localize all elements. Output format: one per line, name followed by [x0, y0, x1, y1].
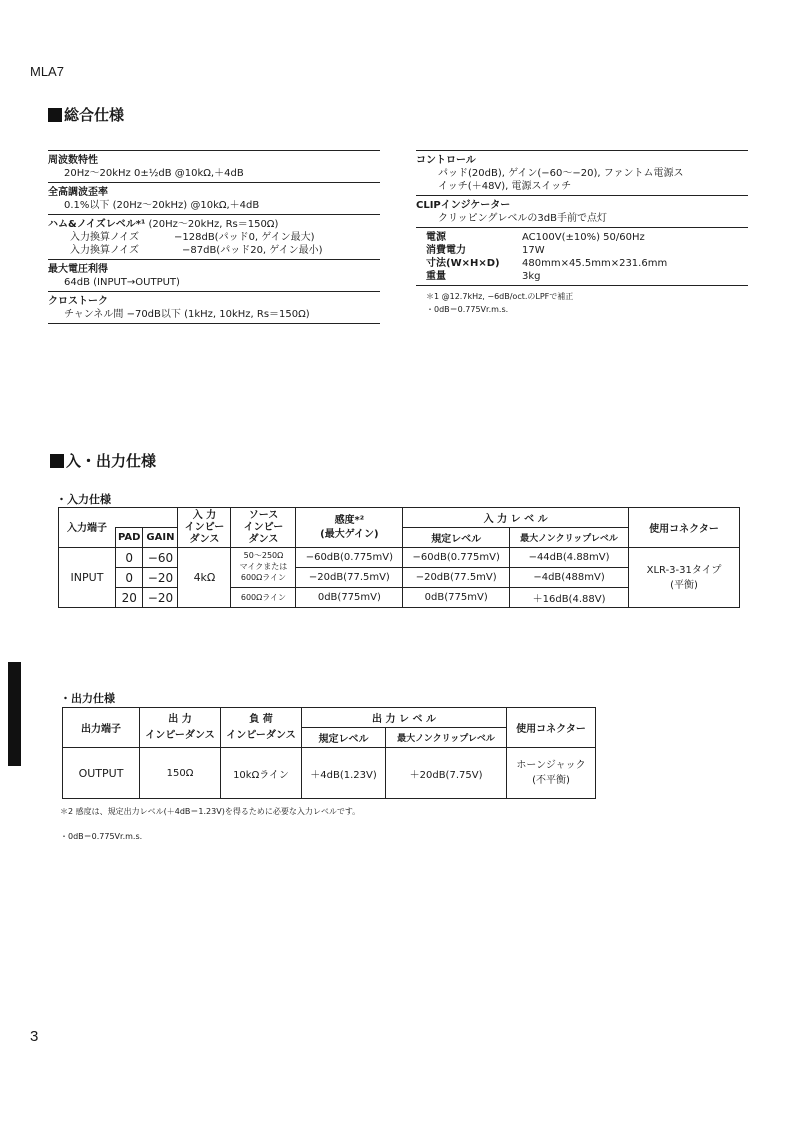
spec-row-weight: [416, 270, 748, 283]
model-name: MLA7: [30, 64, 64, 79]
footnote-0db: ・0dB＝0.775Vr.m.s.: [426, 305, 509, 314]
td-source-mic-l3: 600Ωライン: [240, 573, 287, 582]
td-max-level: ＋16dB(4.88V): [510, 588, 629, 608]
divider: [48, 291, 380, 292]
footnote-1: ＊1 @12.7kHz, −6dB/oct.のLPFで補正: [426, 292, 574, 301]
th-output-impedance-l2: インピーダンス: [145, 729, 215, 741]
spec-value-frequency: 20Hz〜20kHz 0±½dB @10kΩ,＋4dB: [64, 168, 244, 179]
spec-head-control: コントロール: [416, 155, 476, 166]
td-rated-level: −20dB(77.5mV): [403, 568, 510, 588]
td-gain: −20: [143, 588, 178, 608]
th-source-impedance-l2: インピー: [243, 521, 284, 533]
divider: [416, 285, 748, 286]
divider: [48, 182, 380, 183]
spec-head-clip: CLIPインジケーター: [416, 200, 511, 211]
spec-row-power: [416, 231, 748, 244]
th-sensitivity-l1: 感度*²: [334, 514, 365, 526]
th-sensitivity: [296, 508, 403, 548]
td-sensitivity: 0dB(775mV): [296, 588, 403, 608]
edge-tab-marker: [8, 662, 21, 766]
spec-head-crosstalk: クロストーク: [48, 296, 108, 307]
general-spec-title-text: 総合仕様: [64, 106, 125, 124]
th-source-impedance-l3: ダンス: [248, 533, 279, 545]
section-square-icon: [50, 454, 64, 468]
td-input-connector-l2: (平衡): [670, 579, 698, 591]
footnote-io-0db: ・0dB＝0.775Vr.m.s.: [60, 832, 143, 841]
io-spec-title: [50, 450, 156, 471]
divider: [48, 323, 380, 324]
table-row: [63, 748, 596, 799]
io-spec-title-text: 入・出力仕様: [66, 452, 157, 470]
td-output-connector-l2: (不平衡): [532, 775, 570, 786]
th-source-impedance: [231, 508, 296, 548]
th-pad: PAD: [116, 528, 143, 548]
spec-value-consumption: 17W: [522, 245, 545, 256]
spec-row-consumption: [416, 244, 748, 257]
th-load-impedance-l1: 負 荷: [249, 713, 273, 725]
spec-head-hum-noise-cond: (20Hz〜20kHz, Rs＝150Ω): [148, 219, 279, 230]
divider: [416, 150, 748, 151]
th-gain: GAIN: [143, 528, 178, 548]
th-input-level: 入 力 レ ベ ル: [403, 508, 629, 528]
spec-label-power: 電源: [426, 232, 446, 243]
td-pad: 20: [116, 588, 143, 608]
td-source-impedance-mic: [231, 548, 296, 588]
td-gain: −60: [143, 548, 178, 568]
td-input-connector: [629, 548, 740, 608]
td-output-impedance: 150Ω: [140, 748, 221, 799]
td-input-connector-l1: XLR-3-31タイプ: [646, 564, 722, 576]
spec-head-hum-noise-row: [48, 218, 380, 231]
th-output-max-level: 最大ノンクリップレベル: [386, 728, 507, 748]
td-output-rated-level: ＋4dB(1.23V): [302, 748, 386, 799]
th-input-impedance: [178, 508, 231, 548]
th-output-impedance-l1: 出 力: [168, 713, 192, 725]
spec-head-hum-noise: ハム&ノイズレベル*¹: [48, 219, 146, 230]
td-output-max-level: ＋20dB(7.75V): [386, 748, 507, 799]
td-pad: 0: [116, 568, 143, 588]
spec-head-gain: 最大電圧利得: [48, 264, 108, 275]
general-spec-right: [416, 148, 748, 316]
td-gain: −20: [143, 568, 178, 588]
th-source-impedance-l1: ソース: [248, 509, 279, 521]
th-load-impedance: [221, 708, 302, 748]
td-sensitivity: −60dB(0.775mV): [296, 548, 403, 568]
th-output-terminal: 出力端子: [63, 708, 140, 748]
spec-noise-value: −87dB(パッド20, ゲイン最小): [182, 245, 323, 256]
spec-value-clip: クリッピングレベルの3dB手前で点灯: [438, 213, 607, 224]
spec-label-dimensions: 寸法(W×H×D): [426, 258, 500, 269]
td-input-impedance: 4kΩ: [178, 548, 231, 608]
divider: [416, 227, 748, 228]
divider: [48, 150, 380, 151]
spec-value-weight: 3kg: [522, 271, 541, 282]
spec-noise-value: −128dB(パッド0, ゲイン最大): [174, 232, 315, 243]
td-sensitivity: −20dB(77.5mV): [296, 568, 403, 588]
td-source-impedance-line: 600Ωライン: [231, 588, 296, 608]
divider: [416, 195, 748, 196]
td-load-impedance: 10kΩライン: [221, 748, 302, 799]
spec-value-power: AC100V(±10%) 50/60Hz: [522, 232, 645, 243]
spec-value-crosstalk: チャンネル間 −70dB以下 (1kHz, 10kHz, Rs＝150Ω): [64, 309, 310, 320]
th-sensitivity-l2: (最大ゲイン): [320, 528, 379, 540]
td-output-connector-l1: ホーンジャック: [516, 760, 586, 771]
td-output-terminal: OUTPUT: [63, 748, 140, 799]
input-spec-title: ・入力仕様: [56, 493, 111, 506]
td-pad: 0: [116, 548, 143, 568]
spec-label-consumption: 消費電力: [426, 245, 466, 256]
page-number: 3: [30, 1028, 39, 1045]
divider: [48, 259, 380, 260]
general-spec-title: [48, 104, 124, 125]
spec-noise-label: 入力換算ノイズ: [70, 245, 139, 256]
th-rated-level: 規定レベル: [403, 528, 510, 548]
spec-value-gain: 64dB (INPUT→OUTPUT): [64, 277, 180, 288]
spec-noise-label: 入力換算ノイズ: [70, 232, 139, 243]
th-max-level: 最大ノンクリップレベル: [510, 528, 629, 548]
spec-value-control-1: パッド(20dB), ゲイン(−60〜−20), ファントム電源ス: [438, 168, 684, 179]
th-input-impedance-l1: 入 力: [192, 509, 217, 521]
th-output-level: 出 力 レ ベ ル: [302, 708, 507, 728]
spec-noise-row-2: [48, 244, 380, 257]
footnote-2: ＊2 感度は、規定出力レベル(＋4dB＝1.23V)を得るために必要な入力レベルです。: [60, 807, 361, 816]
table-row: [59, 548, 740, 568]
td-source-mic-l1: 50〜250Ω: [243, 551, 284, 560]
td-rated-level: 0dB(775mV): [403, 588, 510, 608]
td-rated-level: −60dB(0.775mV): [403, 548, 510, 568]
th-input-terminal-label: 入力端子: [67, 522, 107, 534]
spec-value-control-2: イッチ(＋48V), 電源スイッチ: [438, 181, 572, 192]
th-input-impedance-l2: インピー: [184, 521, 225, 533]
divider: [48, 214, 380, 215]
general-spec-left: [48, 148, 380, 327]
th-input-terminal-label-cell: [59, 522, 116, 548]
th-load-impedance-l2: インピーダンス: [226, 729, 296, 741]
spec-row-dimensions: [416, 257, 748, 270]
td-source-mic-l2: マイクまたは: [239, 562, 288, 571]
section-square-icon: [48, 108, 62, 122]
output-spec-table: [62, 707, 596, 799]
td-max-level: −44dB(4.88mV): [510, 548, 629, 568]
spec-head-thd: 全高調波歪率: [48, 187, 108, 198]
th-input-connector: 使用コネクター: [629, 508, 740, 548]
spec-value-thd: 0.1%以下 (20Hz〜20kHz) @10kΩ,＋4dB: [64, 200, 260, 211]
spec-value-dimensions: 480mm×45.5mm×231.6mm: [522, 258, 668, 269]
spec-label-weight: 重量: [426, 271, 446, 282]
output-spec-title: ・出力仕様: [60, 692, 115, 705]
spec-head-frequency: 周波数特性: [48, 155, 98, 166]
spec-noise-row-1: [48, 231, 380, 244]
td-output-connector: [507, 748, 596, 799]
input-spec-table: [58, 507, 740, 608]
th-output-connector: 使用コネクター: [507, 708, 596, 748]
th-output-rated-level: 規定レベル: [302, 728, 386, 748]
td-max-level: −4dB(488mV): [510, 568, 629, 588]
th-input-impedance-l3: ダンス: [189, 533, 220, 545]
td-input-terminal: INPUT: [59, 548, 116, 608]
th-output-impedance: [140, 708, 221, 748]
